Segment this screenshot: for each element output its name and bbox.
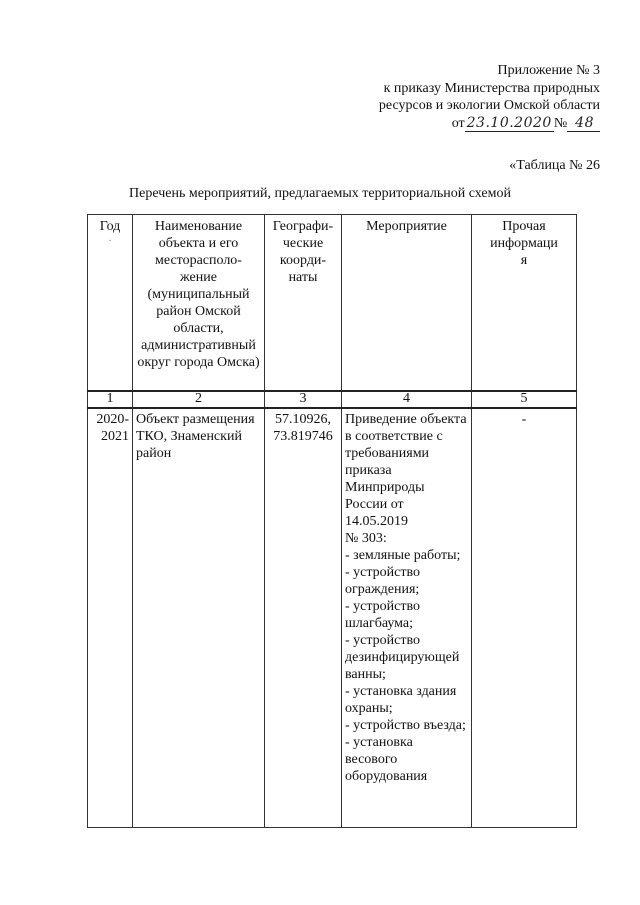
column-number-1: 1: [88, 391, 133, 408]
cell-measure: Приведение объекта в соответствие с требованиями приказа Минприроды России от 14.05.2019 № 303: - земляные работы; - устройство ограждения; - устройство шлагбаума; - устройство дезинфицирующей ванны; - установка здания охраны; - устройство въезда; - установка весового оборудования: [342, 408, 472, 828]
cell-other-info: -: [472, 408, 577, 828]
table-caption: «Таблица № 26: [509, 158, 600, 173]
header-year: [88, 215, 133, 392]
table-row: [88, 408, 577, 828]
column-number-2: 2: [133, 391, 265, 408]
order-line: [300, 115, 600, 133]
events-table: [87, 214, 577, 828]
order-date-handwritten: 23.10.2020: [466, 114, 552, 131]
cell-object: Объект размещения ТКО, Знаменский район: [133, 408, 265, 828]
column-numbers-row: [88, 391, 577, 408]
header-other-info: Прочая информаци я: [472, 215, 577, 392]
header-object: Наименование объекта и его месторасполо- жение (муниципальный район Омской области, административный округ города Омска): [133, 215, 265, 392]
header-year-label: Год: [99, 219, 121, 234]
stray-dot: .: [108, 233, 112, 244]
header-coordinates: Географи- ческие коорди- наты: [265, 215, 342, 392]
appendix-line-2: к приказу Министерства природных: [383, 80, 600, 96]
cell-coordinates: 57.10926, 73.819746: [265, 408, 342, 828]
column-number-4: 4: [342, 391, 472, 408]
order-number-handwritten: 48: [567, 115, 600, 132]
column-number-3: 3: [265, 391, 342, 408]
order-prefix: от: [451, 115, 465, 131]
appendix-line-3: ресурсов и экологии Омской области: [378, 98, 600, 113]
document-title: Перечень мероприятий, предлагаемых территориальной схемой: [129, 186, 511, 201]
header-measure: Мероприятие: [342, 215, 472, 392]
appendix-header: [300, 62, 600, 132]
order-number-label: №: [553, 115, 568, 131]
column-number-5: 5: [472, 391, 577, 408]
table-header-row: [88, 215, 577, 392]
cell-year: 2020- 2021: [88, 408, 133, 828]
appendix-line-1: Приложение № 3: [497, 63, 600, 78]
